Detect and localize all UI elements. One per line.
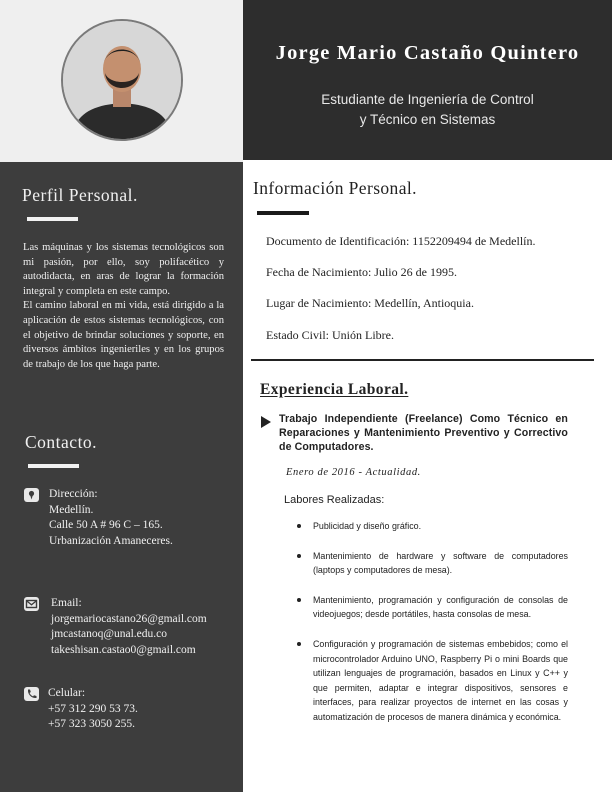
personal-info-heading: Información Personal. xyxy=(253,178,417,198)
contact-address xyxy=(24,487,173,549)
address-street: Calle 50 A # 96 C – 165. xyxy=(49,519,163,531)
list-item: Publicidad y diseño gráfico. xyxy=(295,519,568,534)
header-banner xyxy=(243,0,612,160)
profile-photo xyxy=(61,19,183,141)
phone-icon xyxy=(24,687,39,701)
address-city: Medellín. xyxy=(49,503,94,516)
profile-text xyxy=(23,241,224,372)
address-area: Urbanización Amaneceres. xyxy=(49,534,173,547)
sidebar xyxy=(0,162,243,792)
contact-phone xyxy=(24,686,138,733)
envelope-icon xyxy=(24,597,39,611)
info-birth-date: Fecha de Nacimiento: Julio 26 de 1995. xyxy=(266,265,457,279)
arrow-right-icon xyxy=(261,416,271,428)
contact-email xyxy=(24,596,207,658)
info-birth-place: Lugar de Nacimiento: Medellín, Antioquia. xyxy=(266,296,474,310)
profile-paragraph-2: El camino laboral en mi vida, está dirigido a la aplicación de estos sistemas tecnológicos, con el objetivo de brindar soluciones y soporte, en diversos ámbitos ingenieriles y en los grupos de trabajo de los que haga parte. xyxy=(23,300,224,370)
job-title: Trabajo Independiente (Freelance) Como Técnico en Reparaciones y Mantenimiento Preventivo y Correctivo de Computadores. xyxy=(279,413,568,453)
phone-1[interactable]: +57 312 290 53 73. xyxy=(48,702,138,715)
location-pin-icon xyxy=(24,488,39,502)
address-label: Dirección: xyxy=(49,488,98,500)
email-2[interactable]: jmcastanoq@unal.edu.co xyxy=(51,628,167,640)
personal-info-heading-rule xyxy=(257,211,309,215)
photo-area xyxy=(0,0,243,162)
email-label: Email: xyxy=(51,597,82,609)
job-date: Enero de 2016 - Actualidad. xyxy=(286,467,421,478)
role-line-2: y Técnico en Sistemas xyxy=(359,112,496,127)
profile-heading-rule xyxy=(27,217,78,221)
email-1[interactable]: jorgemariocastano26@gmail.com xyxy=(51,612,207,625)
section-divider xyxy=(251,359,594,361)
phone-label: Celular: xyxy=(48,687,86,699)
role-subtitle xyxy=(243,90,612,130)
role-line-1: Estudiante de Ingeniería de Control xyxy=(321,92,534,107)
contact-heading-rule xyxy=(28,464,79,468)
list-item: Mantenimiento, programación y configuración de consolas de videojuegos; desde portátiles, hasta consolas de mesa. xyxy=(295,593,568,622)
info-id-document: Documento de Identificación: 1152209494 de Medellín. xyxy=(266,234,536,248)
list-item: Mantenimiento de hardware y software de computadores (laptops y computadores de mesa). xyxy=(295,549,568,578)
contact-heading: Contacto. xyxy=(25,432,98,452)
person-silhouette-icon xyxy=(63,21,181,139)
phone-2[interactable]: +57 323 3050 255. xyxy=(48,718,135,730)
full-name: Jorge Mario Castaño Quintero xyxy=(275,42,580,64)
list-item: Configuración y programación de sistemas embebidos; como el microcontrolador Arduino UNO, Raspberry Pi o mini Boards que utilizan lenguajes de programación, basados en Linux y C++ y que permiten, adaptar e integrar dispositivos, sensores e interfaces, para realizar proyectos de internet en las cosas y automatización de procesos de manera dinámica y económica. xyxy=(295,637,568,725)
email-3[interactable]: takeshisan.castao0@gmail.com xyxy=(51,643,196,656)
profile-paragraph-1: Las máquinas y los sistemas tecnológicos son mi pasión, por ello, soy polifacético y autodidacta, en aras de lograr la formación integral y completa en este campo. xyxy=(23,242,224,297)
profile-heading: Perfil Personal. xyxy=(22,185,138,205)
tasks-list xyxy=(295,519,568,725)
tasks-heading: Labores Realizadas: xyxy=(284,494,385,506)
info-civil-status: Estado Civil: Unión Libre. xyxy=(266,328,394,342)
experience-heading: Experiencia Laboral. xyxy=(260,381,409,398)
